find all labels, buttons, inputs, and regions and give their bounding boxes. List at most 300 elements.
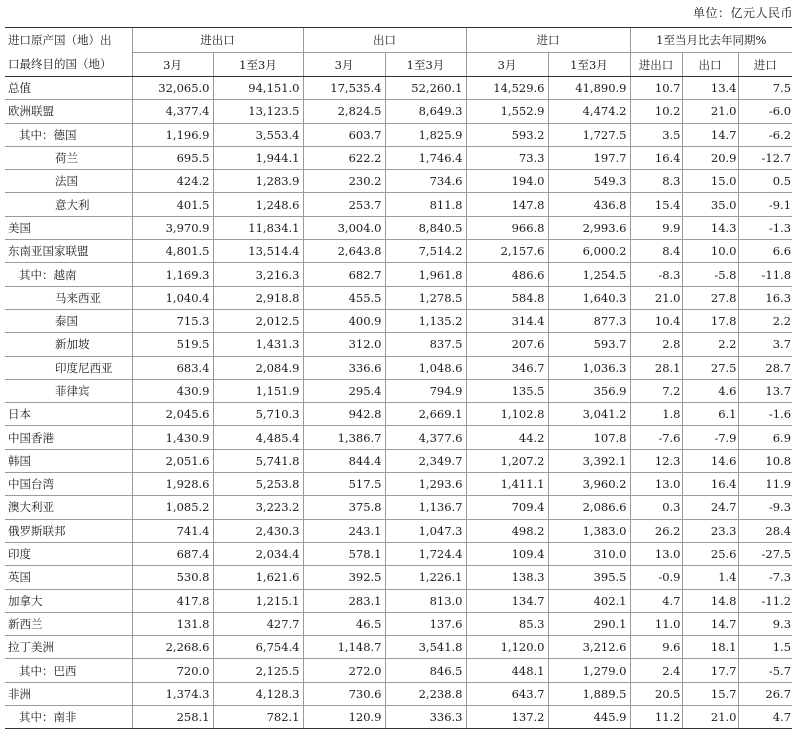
yoy-total-cell: 20.5 (630, 682, 682, 705)
total-ytd-cell: 13,514.4 (213, 240, 303, 263)
region-name-cell: 法国 (5, 170, 132, 193)
import-ytd-cell: 3,212.6 (548, 636, 630, 659)
table-row (5, 612, 792, 635)
import-month-cell: 138.3 (466, 566, 548, 589)
export-month-cell: 392.5 (303, 566, 385, 589)
yoy-import-cell: 6.9 (738, 426, 792, 449)
import-ytd-cell: 41,890.9 (548, 77, 630, 100)
export-month-cell: 603.7 (303, 123, 385, 146)
total-month-cell: 720.0 (132, 659, 213, 682)
export-month-cell: 283.1 (303, 589, 385, 612)
yoy-import-cell: -5.7 (738, 659, 792, 682)
total-ytd-cell: 5,253.8 (213, 473, 303, 496)
total-ytd-cell: 5,741.8 (213, 449, 303, 472)
import-month-cell: 14,529.6 (466, 77, 548, 100)
yoy-import-cell: 9.3 (738, 612, 792, 635)
yoy-import-cell: 6.6 (738, 240, 792, 263)
unit-label: 单位：亿元人民币 (692, 6, 793, 20)
table-row (5, 240, 792, 263)
yoy-import-cell: 28.7 (738, 356, 792, 379)
yoy-export-cell: 14.7 (682, 123, 738, 146)
total-month-cell: 1,374.3 (132, 682, 213, 705)
yoy-import-cell: 13.7 (738, 379, 792, 402)
yoy-total-cell: 2.8 (630, 333, 682, 356)
region-name-cell: 拉丁美洲 (5, 636, 132, 659)
yoy-export-cell: 15.0 (682, 170, 738, 193)
yoy-total-cell: 7.2 (630, 379, 682, 402)
import-month-cell: 2,157.6 (466, 240, 548, 263)
total-ytd-cell: 1,944.1 (213, 146, 303, 169)
yoy-import-cell: 1.5 (738, 636, 792, 659)
trade-table (5, 27, 792, 729)
sub-header-yoy-import: 进口 (738, 53, 792, 77)
table-row (5, 589, 792, 612)
region-name-cell: 俄罗斯联邦 (5, 519, 132, 542)
export-ytd-cell: 1,293.6 (385, 473, 466, 496)
total-ytd-cell: 11,834.1 (213, 216, 303, 239)
yoy-total-cell: 12.3 (630, 449, 682, 472)
yoy-import-cell: -1.6 (738, 403, 792, 426)
export-ytd-cell: 2,349.7 (385, 449, 466, 472)
import-ytd-cell: 107.8 (548, 426, 630, 449)
total-ytd-cell: 2,012.5 (213, 309, 303, 332)
export-ytd-cell: 2,238.8 (385, 682, 466, 705)
yoy-import-cell: 11.9 (738, 473, 792, 496)
yoy-total-cell: 16.4 (630, 146, 682, 169)
yoy-total-cell: 1.8 (630, 403, 682, 426)
import-ytd-cell: 356.9 (548, 379, 630, 402)
export-month-cell: 230.2 (303, 170, 385, 193)
import-month-cell: 448.1 (466, 659, 548, 682)
region-name-cell: 中国香港 (5, 426, 132, 449)
table-row (5, 193, 792, 216)
region-name-cell: 日本 (5, 403, 132, 426)
import-month-cell: 194.0 (466, 170, 548, 193)
export-month-cell: 455.5 (303, 286, 385, 309)
table-row (5, 286, 792, 309)
total-month-cell: 3,970.9 (132, 216, 213, 239)
yoy-total-cell: 3.5 (630, 123, 682, 146)
yoy-export-cell: 4.6 (682, 379, 738, 402)
import-ytd-cell: 310.0 (548, 542, 630, 565)
export-month-cell: 272.0 (303, 659, 385, 682)
table-row (5, 542, 792, 565)
region-name-cell: 中国台湾 (5, 473, 132, 496)
yoy-export-cell: 24.7 (682, 496, 738, 519)
region-name-cell: 印度 (5, 542, 132, 565)
yoy-import-cell: 4.7 (738, 706, 792, 729)
table-row (5, 77, 792, 100)
table-row (5, 379, 792, 402)
region-name-cell: 其中：巴西 (5, 659, 132, 682)
yoy-total-cell: 11.2 (630, 706, 682, 729)
table-body (5, 77, 792, 729)
import-ytd-cell: 549.3 (548, 170, 630, 193)
yoy-import-cell: 10.8 (738, 449, 792, 472)
import-month-cell: 73.3 (466, 146, 548, 169)
region-name-cell: 其中：南非 (5, 706, 132, 729)
import-ytd-cell: 1,254.5 (548, 263, 630, 286)
export-month-cell: 253.7 (303, 193, 385, 216)
import-ytd-cell: 436.8 (548, 193, 630, 216)
yoy-total-cell: -8.3 (630, 263, 682, 286)
import-month-cell: 1,120.0 (466, 636, 548, 659)
total-month-cell: 1,169.3 (132, 263, 213, 286)
region-name-cell: 新西兰 (5, 612, 132, 635)
export-ytd-cell: 336.3 (385, 706, 466, 729)
export-month-cell: 120.9 (303, 706, 385, 729)
yoy-total-cell: 8.4 (630, 240, 682, 263)
table-row (5, 356, 792, 379)
export-ytd-cell: 137.6 (385, 612, 466, 635)
import-ytd-cell: 1,889.5 (548, 682, 630, 705)
total-ytd-cell: 5,710.3 (213, 403, 303, 426)
total-ytd-cell: 1,283.9 (213, 170, 303, 193)
total-ytd-cell: 1,215.1 (213, 589, 303, 612)
export-ytd-cell: 4,377.6 (385, 426, 466, 449)
group-header-import: 进口 (466, 28, 630, 53)
region-name-cell: 泰国 (5, 309, 132, 332)
import-ytd-cell: 2,993.6 (548, 216, 630, 239)
import-month-cell: 135.5 (466, 379, 548, 402)
total-ytd-cell: 2,125.5 (213, 659, 303, 682)
region-name-cell: 欧洲联盟 (5, 100, 132, 123)
export-ytd-cell: 1,135.2 (385, 309, 466, 332)
export-ytd-cell: 811.8 (385, 193, 466, 216)
export-ytd-cell: 3,541.8 (385, 636, 466, 659)
yoy-export-cell: 17.7 (682, 659, 738, 682)
total-ytd-cell: 3,553.4 (213, 123, 303, 146)
yoy-total-cell: 4.7 (630, 589, 682, 612)
table-row (5, 682, 792, 705)
export-month-cell: 312.0 (303, 333, 385, 356)
export-month-cell: 2,824.5 (303, 100, 385, 123)
total-month-cell: 2,051.6 (132, 449, 213, 472)
yoy-import-cell: -6.0 (738, 100, 792, 123)
yoy-export-cell: 15.7 (682, 682, 738, 705)
region-name-cell: 其中：越南 (5, 263, 132, 286)
import-ytd-cell: 6,000.2 (548, 240, 630, 263)
total-month-cell: 530.8 (132, 566, 213, 589)
total-month-cell: 695.5 (132, 146, 213, 169)
export-month-cell: 730.6 (303, 682, 385, 705)
yoy-export-cell: 18.1 (682, 636, 738, 659)
total-month-cell: 4,801.5 (132, 240, 213, 263)
import-ytd-cell: 445.9 (548, 706, 630, 729)
yoy-import-cell: 28.4 (738, 519, 792, 542)
yoy-export-cell: 14.7 (682, 612, 738, 635)
yoy-import-cell: 2.2 (738, 309, 792, 332)
import-month-cell: 1,411.1 (466, 473, 548, 496)
total-ytd-cell: 6,754.4 (213, 636, 303, 659)
yoy-total-cell: 13.0 (630, 542, 682, 565)
total-month-cell: 1,040.4 (132, 286, 213, 309)
region-name-cell: 英国 (5, 566, 132, 589)
total-month-cell: 424.2 (132, 170, 213, 193)
yoy-total-cell: 11.0 (630, 612, 682, 635)
import-month-cell: 147.8 (466, 193, 548, 216)
total-month-cell: 715.3 (132, 309, 213, 332)
export-month-cell: 578.1 (303, 542, 385, 565)
yoy-import-cell: 0.5 (738, 170, 792, 193)
sub-header-total-month: 3月 (132, 53, 213, 77)
table-row (5, 263, 792, 286)
export-ytd-cell: 1,047.3 (385, 519, 466, 542)
export-month-cell: 17,535.4 (303, 77, 385, 100)
region-name-cell: 美国 (5, 216, 132, 239)
yoy-import-cell: -9.3 (738, 496, 792, 519)
total-ytd-cell: 3,223.2 (213, 496, 303, 519)
region-name-cell: 马来西亚 (5, 286, 132, 309)
import-month-cell: 346.7 (466, 356, 548, 379)
region-name-cell: 荷兰 (5, 146, 132, 169)
yoy-total-cell: 28.1 (630, 356, 682, 379)
sub-header-export-month: 3月 (303, 53, 385, 77)
export-ytd-cell: 7,514.2 (385, 240, 466, 263)
sub-header-total-ytd: 1至3月 (213, 53, 303, 77)
export-ytd-cell: 2,669.1 (385, 403, 466, 426)
yoy-import-cell: -7.3 (738, 566, 792, 589)
export-ytd-cell: 52,260.1 (385, 77, 466, 100)
yoy-export-cell: 27.8 (682, 286, 738, 309)
export-ytd-cell: 837.5 (385, 333, 466, 356)
group-header-yoy: 1至当月比去年同期% (630, 28, 792, 53)
table-row (5, 309, 792, 332)
export-ytd-cell: 8,649.3 (385, 100, 466, 123)
total-month-cell: 258.1 (132, 706, 213, 729)
total-month-cell: 430.9 (132, 379, 213, 402)
import-month-cell: 85.3 (466, 612, 548, 635)
export-month-cell: 3,004.0 (303, 216, 385, 239)
yoy-export-cell: 25.6 (682, 542, 738, 565)
sub-header-import-ytd: 1至3月 (548, 53, 630, 77)
export-month-cell: 844.4 (303, 449, 385, 472)
table-row (5, 333, 792, 356)
table-row (5, 146, 792, 169)
import-month-cell: 709.4 (466, 496, 548, 519)
sub-header-import-month: 3月 (466, 53, 548, 77)
yoy-total-cell: 15.4 (630, 193, 682, 216)
export-month-cell: 1,386.7 (303, 426, 385, 449)
total-ytd-cell: 13,123.5 (213, 100, 303, 123)
export-month-cell: 243.1 (303, 519, 385, 542)
import-ytd-cell: 3,041.2 (548, 403, 630, 426)
export-ytd-cell: 1,961.8 (385, 263, 466, 286)
yoy-import-cell: -27.5 (738, 542, 792, 565)
export-month-cell: 517.5 (303, 473, 385, 496)
yoy-export-cell: 17.8 (682, 309, 738, 332)
total-ytd-cell: 3,216.3 (213, 263, 303, 286)
export-ytd-cell: 1,825.9 (385, 123, 466, 146)
total-month-cell: 519.5 (132, 333, 213, 356)
region-name-cell: 新加坡 (5, 333, 132, 356)
yoy-total-cell: 10.2 (630, 100, 682, 123)
table-row (5, 426, 792, 449)
yoy-export-cell: -5.8 (682, 263, 738, 286)
export-ytd-cell: 1,746.4 (385, 146, 466, 169)
total-month-cell: 32,065.0 (132, 77, 213, 100)
yoy-export-cell: 10.0 (682, 240, 738, 263)
import-ytd-cell: 197.7 (548, 146, 630, 169)
export-month-cell: 400.9 (303, 309, 385, 332)
total-ytd-cell: 1,431.3 (213, 333, 303, 356)
yoy-total-cell: 9.9 (630, 216, 682, 239)
import-month-cell: 584.8 (466, 286, 548, 309)
export-month-cell: 46.5 (303, 612, 385, 635)
table-row (5, 473, 792, 496)
yoy-export-cell: 13.4 (682, 77, 738, 100)
yoy-total-cell: 21.0 (630, 286, 682, 309)
yoy-import-cell: -1.3 (738, 216, 792, 239)
total-month-cell: 1,430.9 (132, 426, 213, 449)
import-month-cell: 1,552.9 (466, 100, 548, 123)
total-month-cell: 741.4 (132, 519, 213, 542)
region-name-cell: 其中：德国 (5, 123, 132, 146)
export-ytd-cell: 1,724.4 (385, 542, 466, 565)
import-month-cell: 314.4 (466, 309, 548, 332)
import-ytd-cell: 395.5 (548, 566, 630, 589)
yoy-export-cell: 35.0 (682, 193, 738, 216)
total-month-cell: 1,085.2 (132, 496, 213, 519)
total-ytd-cell: 1,151.9 (213, 379, 303, 402)
table-row (5, 216, 792, 239)
import-month-cell: 109.4 (466, 542, 548, 565)
export-ytd-cell: 8,840.5 (385, 216, 466, 239)
import-month-cell: 643.7 (466, 682, 548, 705)
yoy-export-cell: 16.4 (682, 473, 738, 496)
yoy-import-cell: 26.7 (738, 682, 792, 705)
table-row (5, 566, 792, 589)
table-row (5, 496, 792, 519)
table-row (5, 170, 792, 193)
total-ytd-cell: 2,084.9 (213, 356, 303, 379)
yoy-import-cell: -11.2 (738, 589, 792, 612)
yoy-import-cell: -12.7 (738, 146, 792, 169)
yoy-total-cell: 13.0 (630, 473, 682, 496)
export-ytd-cell: 813.0 (385, 589, 466, 612)
region-name-cell: 澳大利亚 (5, 496, 132, 519)
yoy-import-cell: -11.8 (738, 263, 792, 286)
import-ytd-cell: 4,474.2 (548, 100, 630, 123)
total-ytd-cell: 1,248.6 (213, 193, 303, 216)
export-month-cell: 336.6 (303, 356, 385, 379)
import-ytd-cell: 3,392.1 (548, 449, 630, 472)
total-month-cell: 1,928.6 (132, 473, 213, 496)
region-name-cell: 韩国 (5, 449, 132, 472)
total-ytd-cell: 2,034.4 (213, 542, 303, 565)
total-ytd-cell: 4,485.4 (213, 426, 303, 449)
table-row (5, 659, 792, 682)
yoy-total-cell: 10.4 (630, 309, 682, 332)
export-ytd-cell: 794.9 (385, 379, 466, 402)
yoy-total-cell: 0.3 (630, 496, 682, 519)
sub-header-export-ytd: 1至3月 (385, 53, 466, 77)
import-month-cell: 486.6 (466, 263, 548, 286)
table-row (5, 449, 792, 472)
export-month-cell: 622.2 (303, 146, 385, 169)
yoy-export-cell: 14.8 (682, 589, 738, 612)
yoy-import-cell: 3.7 (738, 333, 792, 356)
yoy-total-cell: -0.9 (630, 566, 682, 589)
total-ytd-cell: 2,430.3 (213, 519, 303, 542)
import-month-cell: 593.2 (466, 123, 548, 146)
export-month-cell: 2,643.8 (303, 240, 385, 263)
yoy-import-cell: 16.3 (738, 286, 792, 309)
sub-header-yoy-total: 进出口 (630, 53, 682, 77)
export-month-cell: 682.7 (303, 263, 385, 286)
export-month-cell: 375.8 (303, 496, 385, 519)
total-month-cell: 687.4 (132, 542, 213, 565)
yoy-total-cell: 26.2 (630, 519, 682, 542)
total-ytd-cell: 1,621.6 (213, 566, 303, 589)
import-month-cell: 137.2 (466, 706, 548, 729)
import-month-cell: 1,207.2 (466, 449, 548, 472)
sub-header-yoy-export: 出口 (682, 53, 738, 77)
export-ytd-cell: 846.5 (385, 659, 466, 682)
total-ytd-cell: 2,918.8 (213, 286, 303, 309)
total-month-cell: 401.5 (132, 193, 213, 216)
yoy-export-cell: 27.5 (682, 356, 738, 379)
yoy-export-cell: 6.1 (682, 403, 738, 426)
yoy-export-cell: 21.0 (682, 706, 738, 729)
export-month-cell: 942.8 (303, 403, 385, 426)
total-month-cell: 417.8 (132, 589, 213, 612)
yoy-total-cell: -7.6 (630, 426, 682, 449)
total-month-cell: 2,268.6 (132, 636, 213, 659)
yoy-export-cell: 1.4 (682, 566, 738, 589)
yoy-export-cell: 14.3 (682, 216, 738, 239)
total-ytd-cell: 94,151.0 (213, 77, 303, 100)
group-header-export: 出口 (303, 28, 466, 53)
row-label-header-line2: 口最终目的国（地） (5, 53, 132, 77)
import-month-cell: 207.6 (466, 333, 548, 356)
export-ytd-cell: 1,136.7 (385, 496, 466, 519)
region-name-cell: 东南亚国家联盟 (5, 240, 132, 263)
yoy-total-cell: 2.4 (630, 659, 682, 682)
total-ytd-cell: 4,128.3 (213, 682, 303, 705)
region-name-cell: 总值 (5, 77, 132, 100)
yoy-export-cell: 23.3 (682, 519, 738, 542)
import-ytd-cell: 593.7 (548, 333, 630, 356)
import-ytd-cell: 1,383.0 (548, 519, 630, 542)
export-ytd-cell: 1,048.6 (385, 356, 466, 379)
region-name-cell: 印度尼西亚 (5, 356, 132, 379)
group-header-total: 进出口 (132, 28, 303, 53)
region-name-cell: 意大利 (5, 193, 132, 216)
row-label-header-line1: 进口原产国（地）出 (5, 28, 132, 53)
export-month-cell: 1,148.7 (303, 636, 385, 659)
import-ytd-cell: 3,960.2 (548, 473, 630, 496)
yoy-export-cell: 20.9 (682, 146, 738, 169)
total-ytd-cell: 427.7 (213, 612, 303, 635)
yoy-export-cell: 14.6 (682, 449, 738, 472)
total-month-cell: 1,196.9 (132, 123, 213, 146)
yoy-total-cell: 9.6 (630, 636, 682, 659)
import-ytd-cell: 1,036.3 (548, 356, 630, 379)
yoy-export-cell: 2.2 (682, 333, 738, 356)
yoy-total-cell: 8.3 (630, 170, 682, 193)
import-ytd-cell: 290.1 (548, 612, 630, 635)
total-month-cell: 4,377.4 (132, 100, 213, 123)
yoy-export-cell: -7.9 (682, 426, 738, 449)
region-name-cell: 加拿大 (5, 589, 132, 612)
total-ytd-cell: 782.1 (213, 706, 303, 729)
import-ytd-cell: 877.3 (548, 309, 630, 332)
export-ytd-cell: 1,226.1 (385, 566, 466, 589)
export-ytd-cell: 734.6 (385, 170, 466, 193)
region-name-cell: 菲律宾 (5, 379, 132, 402)
yoy-export-cell: 21.0 (682, 100, 738, 123)
